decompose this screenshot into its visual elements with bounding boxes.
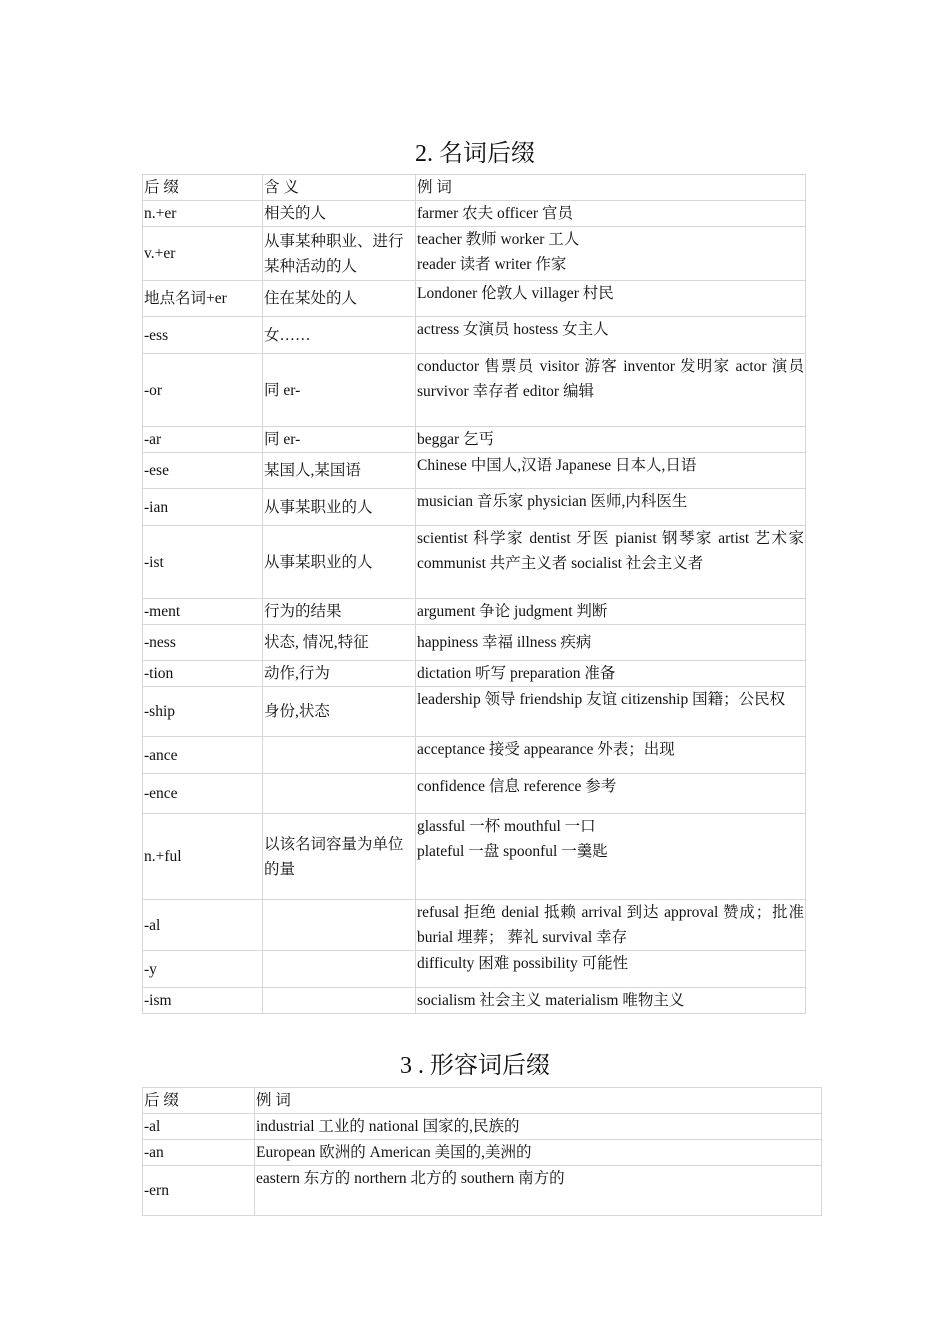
examples-cell: conductor 售票员 visitor 游客 inventor 发明家 actor 演员 survivor 幸存者 editor 编辑 [416, 354, 806, 427]
meaning-cell: 从事某职业的人 [263, 489, 416, 526]
suffix-cell: -ness [143, 625, 263, 661]
examples-cell: Chinese 中国人,汉语 Japanese 日本人,日语 [416, 453, 806, 489]
suffix-cell: n.+er [143, 201, 263, 227]
examples-cell: farmer 农夫 officer 官员 [416, 201, 806, 227]
examples-cell: glassful 一杯 mouthful 一口 plateful 一盘 spoonful 一羹匙 [416, 814, 806, 900]
meaning-cell: 住在某处的人 [263, 281, 416, 317]
table-row [143, 814, 806, 900]
suffix-cell: -tion [143, 661, 263, 687]
suffix-cell: -al [143, 900, 263, 951]
meaning-cell: 同 er- [263, 427, 416, 453]
meaning-cell: 状态, 情况,特征 [263, 625, 416, 661]
suffix-cell: -ism [143, 988, 263, 1014]
table-header-row [143, 175, 806, 201]
examples-cell: European 欧洲的 American 美国的,美洲的 [255, 1140, 822, 1166]
table-row [143, 687, 806, 737]
header-suffix: 后 缀 [143, 175, 263, 201]
table-row [143, 1140, 822, 1166]
suffix-cell: -ist [143, 526, 263, 599]
meaning-cell [263, 900, 416, 951]
examples-cell: beggar 乞丐 [416, 427, 806, 453]
meaning-cell [263, 737, 416, 774]
meaning-cell [263, 951, 416, 988]
examples-cell: acceptance 接受 appearance 外表；出现 [416, 737, 806, 774]
meaning-cell: 相关的人 [263, 201, 416, 227]
meaning-cell: 同 er- [263, 354, 416, 427]
suffix-cell: -ship [143, 687, 263, 737]
meaning-cell: 从事某职业的人 [263, 526, 416, 599]
examples-cell: happiness 幸福 illness 疾病 [416, 625, 806, 661]
examples-cell: leadership 领导 friendship 友谊 citizenship 国籍；公民权 [416, 687, 806, 737]
examples-cell: industrial 工业的 national 国家的,民族的 [255, 1114, 822, 1140]
table-row [143, 774, 806, 814]
table-row [143, 951, 806, 988]
meaning-cell: 动作,行为 [263, 661, 416, 687]
table-row [143, 427, 806, 453]
table-row [143, 526, 806, 599]
examples-cell: dictation 听写 preparation 准备 [416, 661, 806, 687]
meaning-cell: 女…… [263, 317, 416, 354]
adjective-suffix-table [142, 1087, 822, 1216]
meaning-cell: 行为的结果 [263, 599, 416, 625]
table-row [143, 1114, 822, 1140]
table-row [143, 354, 806, 427]
noun-suffix-table [142, 174, 806, 1014]
table-row [143, 227, 806, 281]
suffix-cell: -ence [143, 774, 263, 814]
adjective-suffix-title: 3 . 形容词后缀 [400, 1053, 550, 1079]
table-row [143, 1166, 822, 1216]
suffix-cell: -al [143, 1114, 255, 1140]
meaning-cell: 身份,状态 [263, 687, 416, 737]
suffix-cell: -ar [143, 427, 263, 453]
suffix-cell: 地点名词+er [143, 281, 263, 317]
suffix-cell: -y [143, 951, 263, 988]
examples-cell: teacher 教师 worker 工人 reader 读者 writer 作家 [416, 227, 806, 281]
table-row [143, 988, 806, 1014]
suffix-cell: -ment [143, 599, 263, 625]
header-suffix: 后 缀 [143, 1088, 255, 1114]
meaning-cell [263, 988, 416, 1014]
table-row [143, 317, 806, 354]
examples-cell: actress 女演员 hostess 女主人 [416, 317, 806, 354]
table-row [143, 489, 806, 526]
header-meaning: 含 义 [263, 175, 416, 201]
examples-cell: scientist 科学家 dentist 牙医 pianist 钢琴家 artist 艺术家 communist 共产主义者 socialist 社会主义者 [416, 526, 806, 599]
suffix-cell: -ian [143, 489, 263, 526]
meaning-cell: 某国人,某国语 [263, 453, 416, 489]
table-row [143, 201, 806, 227]
header-examples: 例 词 [416, 175, 806, 201]
meaning-cell: 从事某种职业、进行某种活动的人 [263, 227, 416, 281]
suffix-cell: -an [143, 1140, 255, 1166]
table-row [143, 900, 806, 951]
suffix-cell: -ern [143, 1166, 255, 1216]
table-row [143, 661, 806, 687]
examples-cell: argument 争论 judgment 判断 [416, 599, 806, 625]
table-row [143, 281, 806, 317]
meaning-cell [263, 774, 416, 814]
table-row [143, 737, 806, 774]
examples-cell: socialism 社会主义 materialism 唯物主义 [416, 988, 806, 1014]
examples-cell: Londoner 伦敦人 villager 村民 [416, 281, 806, 317]
examples-cell: musician 音乐家 physician 医师,内科医生 [416, 489, 806, 526]
examples-cell: confidence 信息 reference 参考 [416, 774, 806, 814]
suffix-cell: -ese [143, 453, 263, 489]
meaning-cell: 以该名词容量为单位的量 [263, 814, 416, 900]
suffix-cell: -ance [143, 737, 263, 774]
suffix-cell: -ess [143, 317, 263, 354]
table-header-row [143, 1088, 822, 1114]
table-row [143, 453, 806, 489]
header-examples: 例 词 [255, 1088, 822, 1114]
suffix-cell: n.+ful [143, 814, 263, 900]
examples-cell: difficulty 困难 possibility 可能性 [416, 951, 806, 988]
examples-cell: eastern 东方的 northern 北方的 southern 南方的 [255, 1166, 822, 1216]
suffix-cell: v.+er [143, 227, 263, 281]
examples-cell: refusal 拒绝 denial 抵赖 arrival 到达 approval 赞成；批准 burial 埋葬； 葬礼 survival 幸存 [416, 900, 806, 951]
suffix-cell: -or [143, 354, 263, 427]
table-row [143, 599, 806, 625]
table-row [143, 625, 806, 661]
noun-suffix-title: 2. 名词后缀 [415, 141, 535, 167]
